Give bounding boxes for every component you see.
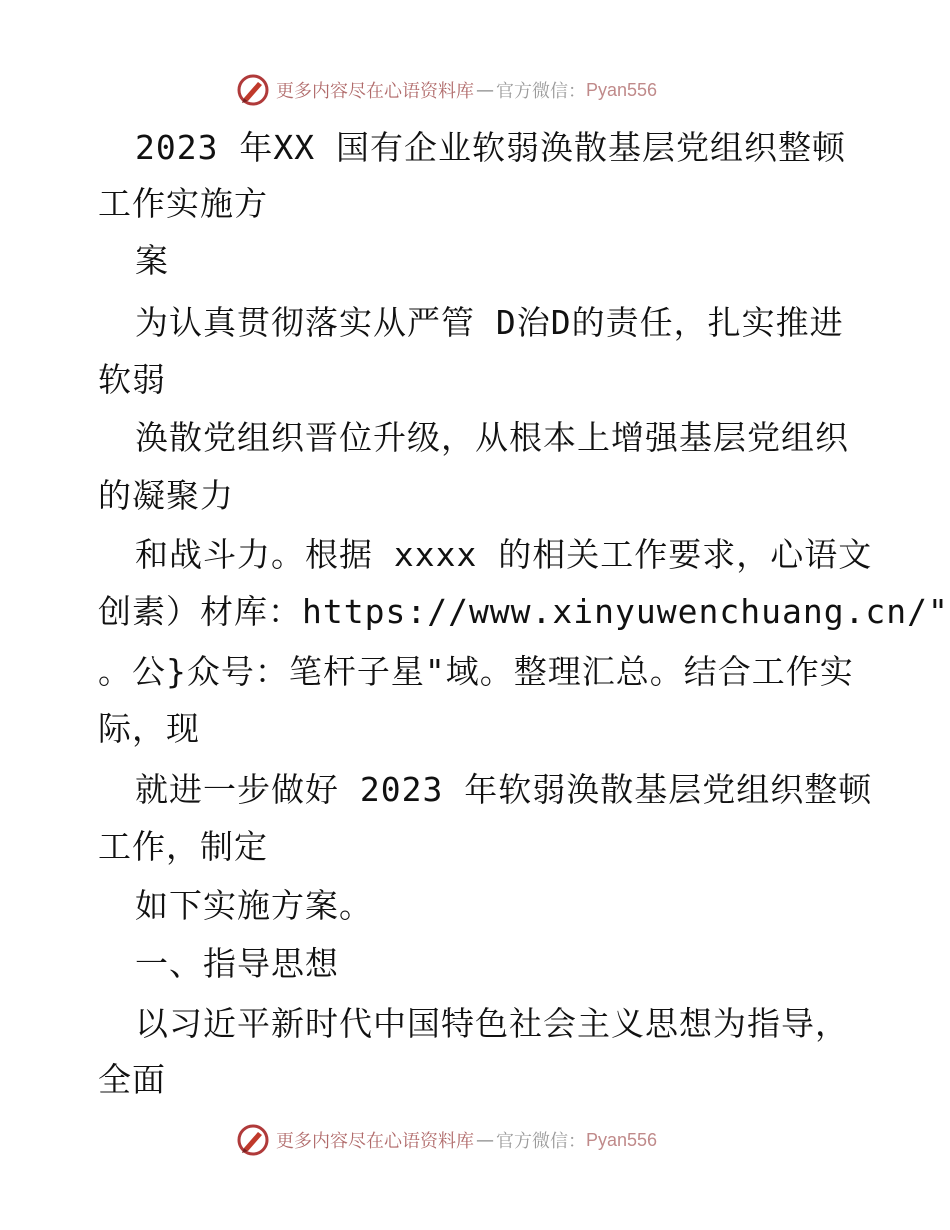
banner-text: 更多内容尽在心语资料库 — [276, 81, 474, 102]
footer-watermark-banner — [236, 1122, 657, 1158]
title-line-3: 案 — [135, 241, 169, 280]
paragraph-line: 涣散党组织晋位升级，从根本上增强基层党组织 — [135, 418, 849, 457]
paragraph-line: 就进一步做好 2023 年软弱涣散基层党组织整顿 — [135, 770, 873, 809]
paragraph-line: 全面 — [98, 1060, 166, 1099]
pen-logo-icon — [236, 73, 270, 107]
banner-wechat-label: 官方微信： — [496, 1131, 586, 1152]
pen-logo-icon — [236, 1123, 270, 1157]
banner-wechat-id: Pyan556 — [586, 79, 658, 100]
paragraph-line: 和战斗力。根据 xxxx 的相关工作要求，心语文 — [135, 535, 873, 574]
paragraph-line: 软弱 — [98, 360, 166, 399]
paragraph-line: 。公}众号：笔杆子星"域。整理汇总。结合工作实 — [98, 652, 854, 691]
section-heading: 一、指导思想 — [135, 944, 339, 983]
banner-wechat-id: Pyan556 — [586, 1129, 658, 1150]
banner-wechat-label: 官方微信： — [496, 81, 586, 102]
paragraph-line: 际，现 — [98, 709, 200, 748]
title-line-2: 工作实施方 — [98, 184, 268, 223]
paragraph-line: 工作，制定 — [98, 827, 268, 866]
banner-separator: — — [476, 79, 494, 101]
paragraph-line: 如下实施方案。 — [135, 886, 373, 925]
banner-separator: — — [476, 1129, 494, 1151]
header-watermark-banner — [236, 72, 657, 108]
paragraph-line: 以习近平新时代中国特色社会主义思想为指导， — [135, 1004, 849, 1043]
title-line-1: 2023 年XX 国有企业软弱涣散基层党组织整顿 — [135, 128, 846, 167]
banner-text: 更多内容尽在心语资料库 — [276, 1131, 474, 1152]
paragraph-line: 为认真贯彻落实从严管 D治D的责任，扎实推进 — [135, 303, 844, 342]
paragraph-line: 创素）材库：https://www.xinyuwenchuang.cn/" — [98, 592, 949, 631]
paragraph-line: 的凝聚力 — [98, 476, 234, 515]
